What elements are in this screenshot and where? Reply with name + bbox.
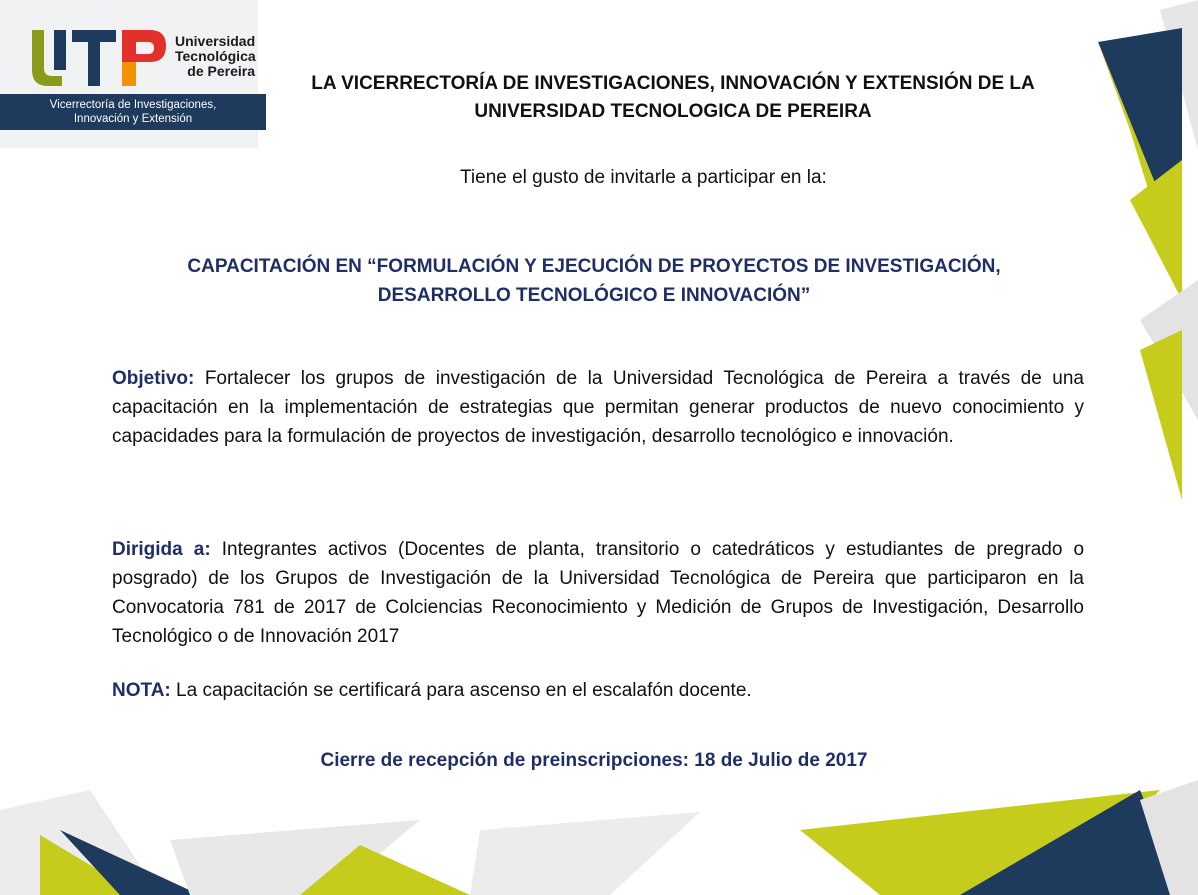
vicerrectoria-banner (0, 94, 266, 130)
university-name (175, 34, 255, 79)
course-title-line: CAPACITACIÓN EN “FORMULACIÓN Y EJECUCIÓN DE PROYECTOS DE INVESTIGACIÓN, (187, 256, 1001, 277)
title-line: UNIVERSIDAD TECNOLOGICA DE PEREIRA (474, 101, 872, 122)
note-text: La capacitación se certificará para ascenso en el escalafón docente. (176, 680, 752, 701)
banner-line: Innovación y Extensión (73, 113, 193, 125)
audience-label: Dirigida a: (112, 539, 211, 560)
bottom-gray-center2 (470, 812, 700, 895)
objective-text: Fortalecer los grupos de investigación de la Universidad Tecnológica de Pereira a través de una capacitación en la implementación de estrategias que permitan generar productos de nuevo conocimiento y capacidades para la formulación de proyectos de investigación, desarrollo tecnológico e innovación. (112, 368, 1084, 447)
banner-line: Vicerrectoría de Investigaciones, (49, 99, 217, 111)
utp-logo-mark (28, 26, 178, 90)
objective-label: Objetivo: (112, 368, 195, 389)
course-title (160, 252, 1028, 310)
right-lime-low (1140, 330, 1182, 500)
invite-text: Tiene el gusto de invitarle a participar en la: (460, 167, 827, 188)
audience-text: Integrantes activos (Docentes de planta, transitorio o catedráticos y estudiantes de pregrado o posgrado) de los Grupos de Investigación de la Universidad Tecnológica de Pereira que participaron en la Convocatoria 781 de 2017 de Colciencias Reconocimiento y Medición de Grupos de Investigación, Desarrollo Tecnológico o de Innovación 2017 (112, 539, 1085, 647)
audience-paragraph (112, 535, 1084, 651)
note-label: NOTA: (112, 680, 171, 701)
university-name-line: de Pereira (187, 63, 255, 79)
university-name-line: Tecnológica (175, 48, 256, 64)
objective-paragraph (112, 364, 1084, 451)
utp-logo (0, 0, 258, 148)
deadline-text: Cierre de recepción de preinscripciones: 18 de Julio de 2017 (320, 750, 868, 771)
title-line: LA VICERRECTORÍA DE INVESTIGACIONES, INNOVACIÓN Y EXTENSIÓN DE LA (311, 73, 1035, 94)
page-title (292, 70, 1054, 126)
right-lime-mid (1130, 160, 1182, 300)
course-title-line: DESARROLLO TECNOLÓGICO E INNOVACIÓN” (377, 285, 811, 306)
note-paragraph (112, 676, 1084, 705)
university-name-line: Universidad (175, 33, 256, 49)
